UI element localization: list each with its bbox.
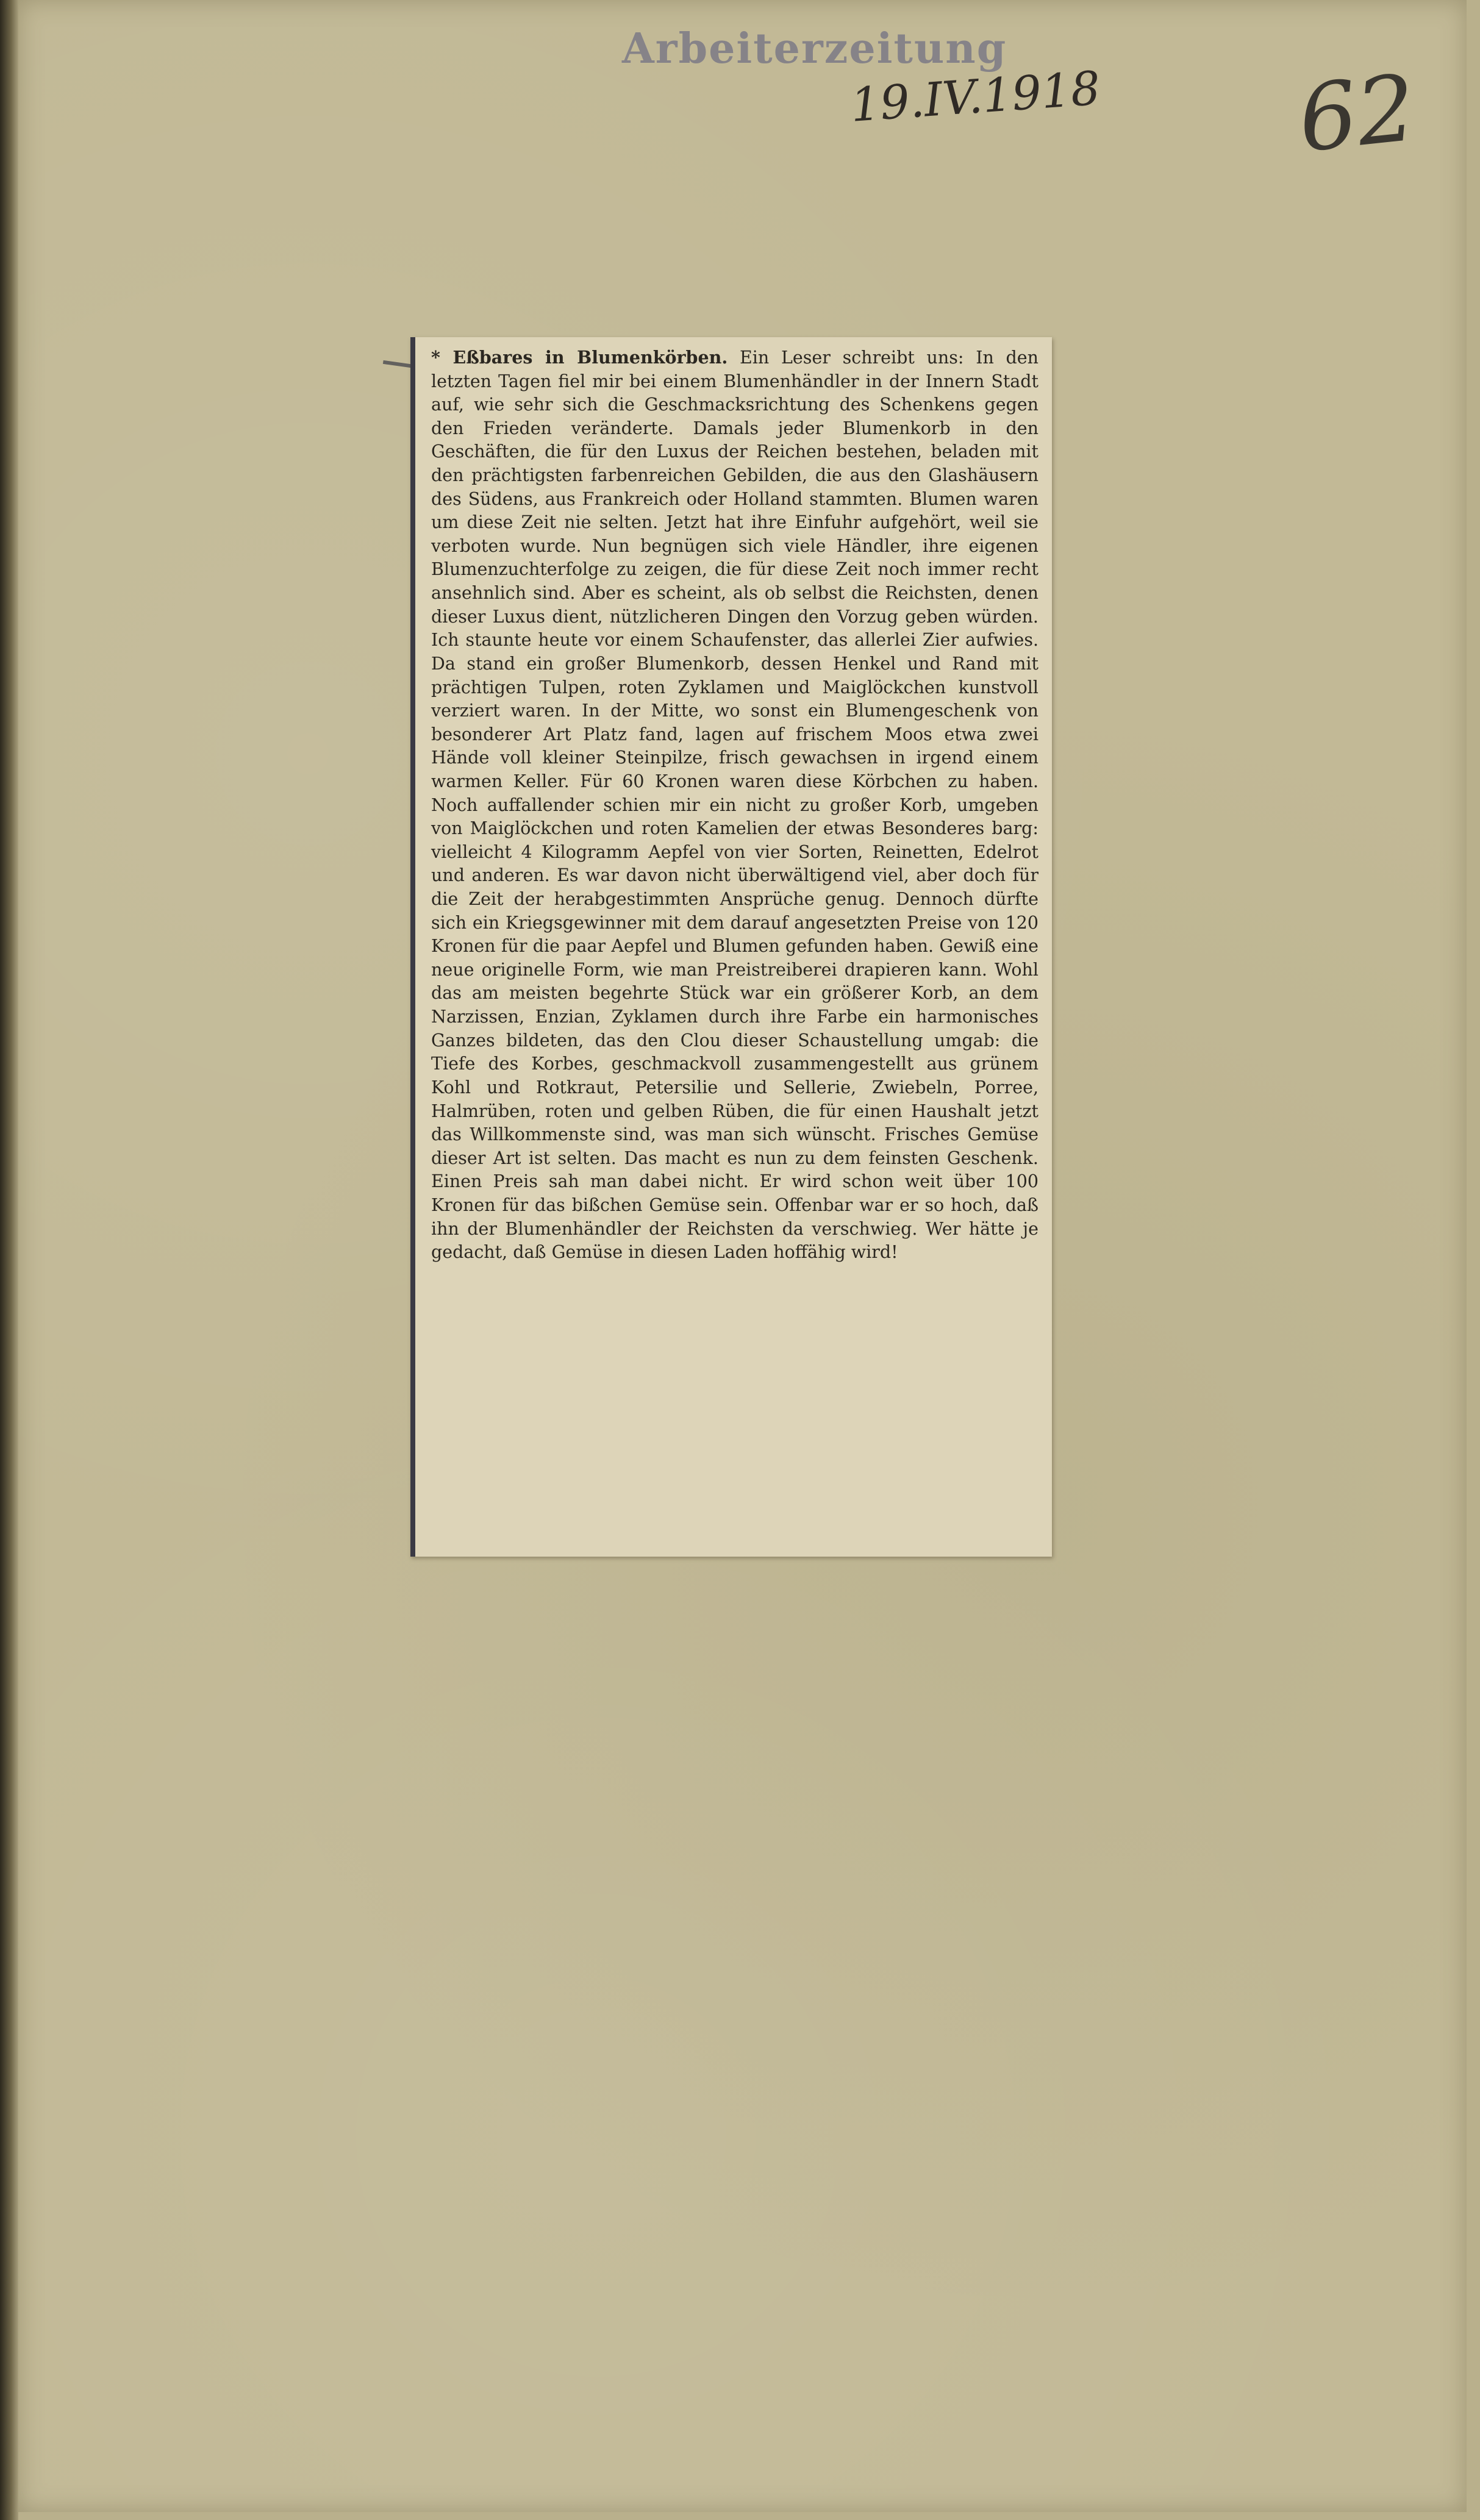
- article-title: * Eßbares in Blumenkörben.: [431, 347, 728, 368]
- article-body: Ein Leser schreibt uns: In den letzten Tagen fiel mir bei einem Blumenhändler in der Innern Stadt auf, wie sehr sich die Geschmacksrichtung des Schenkens gegen den Frieden veränderte. Damals jeder Blumenkorb in den Geschäften, die für den Luxus der Reichen bestehen, beladen mit den prächtigsten farbenreichen Gebilden, die aus den Glashäusern des Südens, aus Frankreich oder Holland stammten. Blumen waren um diese Zeit nie selten. Jetzt hat ihre Einfuhr aufgehört, weil sie verboten wurde. Nun begnügen sich viele Händler, ihre eigenen Blumenzuchterfolge zu zeigen, die für diese Zeit noch immer recht ansehnlich sind. Aber es scheint, als ob selbst die Reichsten, denen dieser Luxus dient, nützlicheren Dingen den Vorzug geben würden. Ich staunte heute vor einem Schaufenster, das allerlei Zier aufwies. Da stand ein großer Blumenkorb, dessen Henkel und Rand mit prächtigen Tulpen, roten Zyklamen und Maiglöckchen kunstvoll verziert waren. In der Mitte, wo sonst ein Blumengeschenk von besonderer Art Platz fand, lagen auf frischem Moos etwa zwei Hände voll kleiner Steinpilze, frisch gewachsen in irgend einem warmen Keller. Für 60 Kronen waren diese Körbchen zu haben. Noch auffallender schien mir ein nicht zu großer Korb, umgeben von Maiglöckchen und roten Kamelien der etwas Besonderes barg: vielleicht 4 Kilogramm Aepfel von vier Sorten, Reinetten, Edelrot und anderen. Es war davon nicht überwältigend viel, aber doch für die Zeit der herabgestimmten Ansprüche genug. Dennoch dürfte sich ein Kriegsgewinner mit dem darauf angesetzten Preise von 120 Kronen für die paar Aepfel und Blumen gefunden haben. Gewiß eine neue originelle Form, wie man Preistreiberei drapieren kann. Wohl das am meisten begehrte Stück war ein größerer Korb, an dem Narzissen, Enzian, Zyklamen durch ihre Farbe ein harmonisches Ganzes bildeten, das den Clou dieser Schaustellung umgab: die Tiefe des Korbes, geschmackvoll zusammengestellt aus grünem Kohl und Rotkraut, Petersilie und Sellerie, Zwiebeln, Porree, Halmrüben, roten und gelben Rüben, die für einen Haushalt jetzt das Willkommenste sind, was man sich wünscht. Frisches Gemüse dieser Art ist selten. Das macht es nun zu dem feinsten Geschenk. Einen Preis sah man dabei nicht. Er wird schon weit über 100 Kronen für das bißchen Gemüse sein. Offenbar war er so hoch, daß ihn der Blumenhändler der Reichsten da verschwieg. Wer hätte je gedacht, daß Gemüse in diesen Laden hoffähig wird!: [431, 348, 1039, 1263]
- newspaper-clipping: [410, 337, 1052, 1557]
- newspaper-stamp: Arbeiterzeitung: [622, 24, 1007, 73]
- page-number: 62: [1293, 55, 1421, 173]
- handwritten-date: 19.IV.1918: [848, 60, 1103, 132]
- article-text: [431, 346, 1039, 1265]
- page-edge: [0, 0, 18, 2520]
